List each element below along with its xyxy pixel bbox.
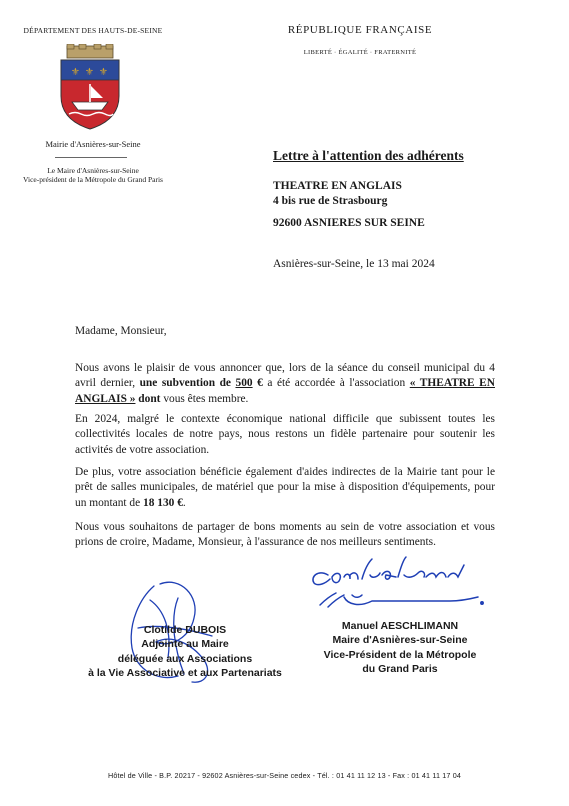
svg-text:⚜: ⚜ [85, 67, 94, 78]
paragraph-3: De plus, votre association bénéficie également d'aides indirectes de la Mairie tant pour le prêt de salles municipales, de matériel que pour la mise à disposition d'équipements, pour un montant de 18 130 €. [75, 466, 495, 509]
signatory-left [70, 623, 300, 680]
signatory-right-line3: du Grand Paris [362, 662, 438, 675]
signatory-right-line1: Maire d'Asnières-sur-Seine [332, 634, 468, 647]
signatory-left-line3: à la Vie Associative et aux Partenariats [88, 666, 282, 679]
republic-label: RÉPUBLIQUE FRANÇAISE [287, 24, 433, 36]
handwritten-signature-right [300, 555, 500, 620]
salutation: Madame, Monsieur, [75, 325, 167, 337]
footer-contact: Hôtel de Ville - B.P. 20217 - 92602 Asnières-sur-Seine cedex - Tél. : 01 41 11 12 13 - Fax : 01 41 11 17 04 [107, 771, 461, 780]
place-date: Asnières-sur-Seine, le 13 mai 2024 [273, 258, 435, 270]
signatory-right-name: Manuel AESCHLIMANN [341, 620, 459, 632]
maire-title-line1: Le Maire d'Asnières-sur-Seine [47, 166, 139, 175]
recipient-street: 4 bis rue de Strasbourg [273, 195, 388, 207]
maire-title-line2: Vice-président de la Métropole du Grand Paris [23, 175, 163, 184]
letter-title: Lettre à l'attention des adhérents [273, 148, 464, 163]
recipient-name: THEATRE EN ANGLAIS [273, 180, 402, 192]
signatory-right [300, 619, 500, 676]
paragraph-1: Nous avons le plaisir de vous annoncer que, lors de la séance du conseil municipal du 4 avril dernier, une subvention de 500 € a été accordée à l'association « THEATRE EN ANGLAIS » dont vous êtes membre. [75, 362, 495, 405]
mairie-name: Mairie d'Asnières-sur-Seine [45, 139, 141, 149]
svg-text:⚜: ⚜ [99, 67, 108, 78]
svg-text:⚜: ⚜ [71, 67, 80, 78]
signatory-left-name: Clotilde DUBOIS [143, 624, 227, 636]
recipient-city: 92600 ASNIERES SUR SEINE [273, 217, 425, 229]
signatory-left-line1: Adjointe au Maire [141, 638, 229, 651]
maire-title [8, 166, 178, 184]
signatory-left-line2: déléguée aux Associations [117, 652, 253, 665]
motto-label: LIBERTÉ · ÉGALITÉ · FRATERNITÉ [303, 49, 417, 56]
department-label: DÉPARTEMENT DES HAUTS-DE-SEINE [23, 26, 163, 35]
signatory-right-line2: Vice-Président de la Métropole [323, 648, 477, 661]
header-divider [55, 157, 127, 158]
paragraph-2: En 2024, malgré le contexte économique national difficile que subissent toutes les collectivités locales de notre pays, nous restons un fidèle partenaire pour soutenir les activités de votre association. [75, 413, 495, 456]
city-coat-of-arms [55, 44, 125, 130]
paragraph-4: Nous vous souhaitons de partager de bons moments au sein de votre association et vous prions de croire, Madame, Monsieur, à l'assurance de nos meilleurs sentiments. [75, 521, 495, 549]
